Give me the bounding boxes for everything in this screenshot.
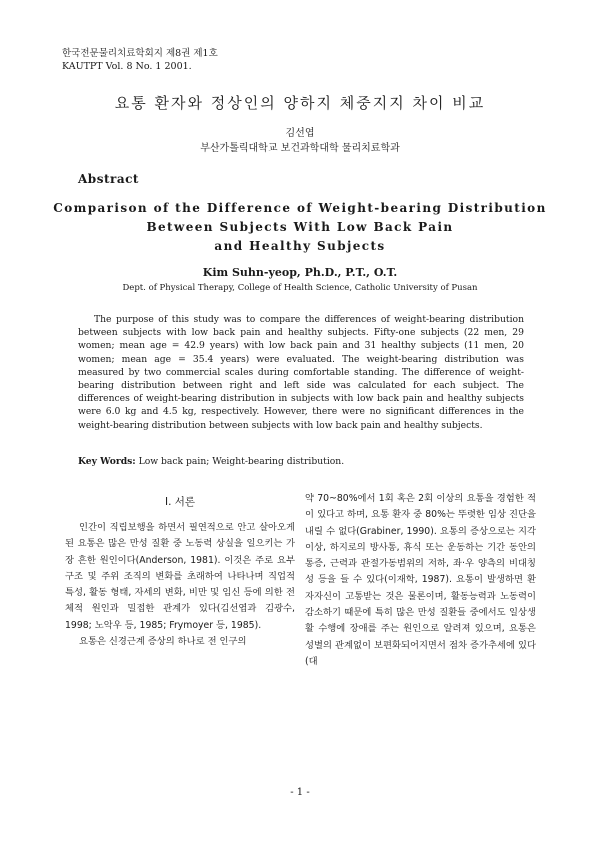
journal-name: 한국전문물리치료학회지 제8권 제1호 — [62, 48, 218, 59]
abstract-heading: Abstract — [78, 172, 139, 186]
paper-title-english-line-3: and Healthy Subjects — [214, 239, 386, 253]
author-korean: 김선엽 — [285, 128, 315, 139]
affiliation-english: Dept. of Physical Therapy, College of Health Science, Catholic University of Pusan — [122, 283, 478, 293]
paper-title-english-line-1: Comparison of the Difference of Weight-bearing Distribution — [53, 201, 547, 215]
paper-title-english-line-2: Between Subjects With Low Back Pain — [146, 220, 454, 234]
paper-title-korean: 요통 환자와 정상인의 양하지 체중지지 차이 비교 — [114, 94, 486, 112]
author-english: Kim Suhn-yeop, Ph.D., P.T., O.T. — [202, 266, 398, 279]
right-column — [305, 491, 536, 670]
keywords — [78, 456, 344, 467]
page-number: - 1 - — [290, 787, 310, 798]
intro-paragraph-1: 인간이 직립보행을 하면서 필연적으로 안고 살아오게 된 요통은 많은 만성 질환 중 노동력 상실을 일으키는 가장 흔한 원인이다(Anderson, 1981). 이것은 주로 요부 구조 및 주위 조직의 변화를 초래하여 나타나며 직업적 특성, 활동 형태, 자세의 변화, 비만 및 임신 등에 의한 전체적 원인과 밀접한 관계가 있다(김선엽과 김광수, 1998; 노악우 등, 1985; Frymoyer 등, 1985). — [65, 522, 295, 631]
keywords-label: Key Words: — [78, 456, 136, 467]
journal-volume: KAUTPT Vol. 8 No. 1 2001. — [62, 61, 192, 72]
abstract-body — [78, 313, 524, 432]
intro-paragraph-2: 요통은 신경근계 증상의 하나로 전 인구의 — [79, 636, 247, 648]
abstract-paragraph: The purpose of this study was to compare the differences of weight-bearing distribution between subjects with low back pain and healthy subjects. Fifty-one subjects (22 men, 29 women; mean age = 42.9 years) with low back pain and 31 healthy subjects (11 men, 20 women; mean age = 35.4 years) were evaluated. The weight-bearing distribution was measured by two commercial scales during comfortable standing. The difference of weight-bearing distribution between right and left side was calculated for each subject. The differences of weight-bearing distribution in subjects with low back pain and healthy subjects were 6.0 kg and 4.5 kg, respectively. However, there were no significant differences in the weight-bearing distribution between subjects with low back pain and healthy subjects. — [78, 314, 524, 431]
affiliation-korean: 부산가톨릭대학교 보건과학대학 물리치료학과 — [200, 143, 400, 154]
intro-paragraph-continued: 약 70~80%에서 1회 혹은 2회 이상의 요통을 경험한 적이 있다고 하며, 요통 환자 중 80%는 뚜렷한 임상 진단을 내릴 수 없다(Grabiner, 1990). 요통의 증상으로는 지각이상, 하지로의 방사통, 휴식 또는 운동하는 기간 동안의 통증, 근력과 관절가동범위의 저하, 좌·우 양측의 비대칭성 등을 들 수 있다(이재학, 1987). 요통이 발생하면 환자자신이 고통받는 것은 물론이며, 활동능력과 노동력이 감소하기 때문에 특히 많은 만성 질환들 중에서도 일상생활 수행에 장애를 주는 원인으로 알려져 있으며, 요통은 성별의 관계없이 보편화되어지면서 점차 증가추세에 있다(대 — [305, 493, 536, 667]
keywords-text: Low back pain; Weight-bearing distribution. — [138, 456, 345, 467]
section-title-introduction: I. 서론 — [164, 496, 196, 508]
left-column — [65, 520, 295, 650]
